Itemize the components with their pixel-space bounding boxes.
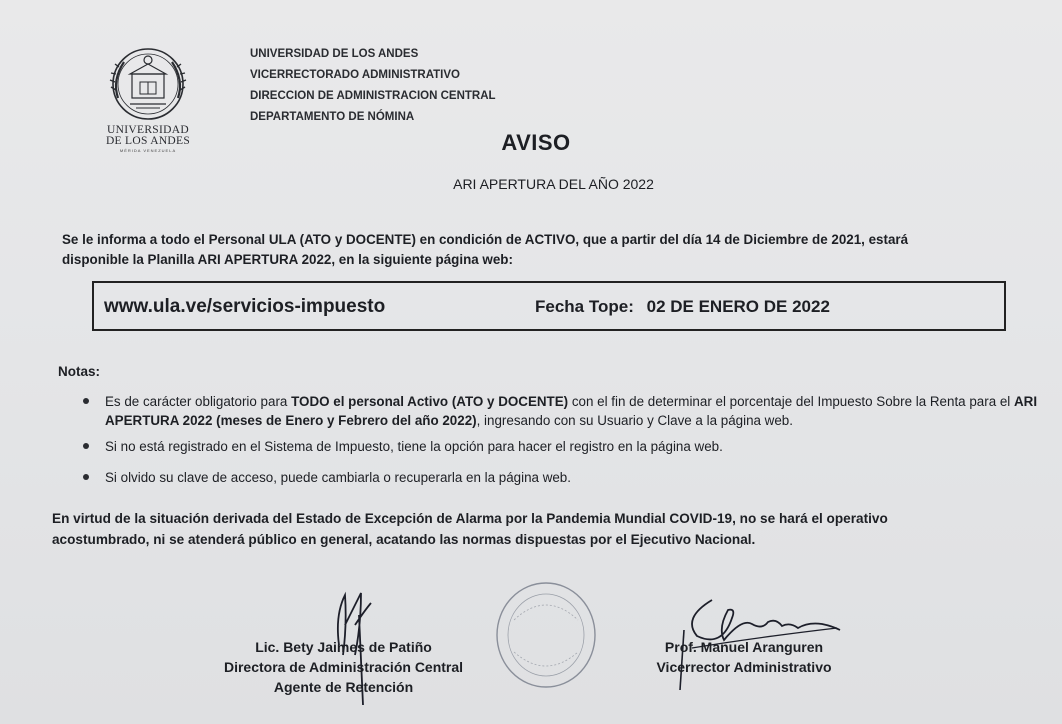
- letterhead: [250, 44, 496, 128]
- signature-block-left: [206, 637, 481, 697]
- signer-right-role: Vicerrector Administrativo: [656, 659, 832, 675]
- note-1-part-d: ARI APERTURA 2022 (meses de Enero y Febrero del año 2022): [105, 394, 1038, 428]
- note-1-part-a: Es de carácter obligatorio para: [105, 394, 292, 409]
- closing-line-2: acostumbrado, ni se atenderá público en general, acatando las normas dispuestas por el Ejecutivo Nacional.: [52, 532, 756, 547]
- notice-title: AVISO: [501, 130, 571, 155]
- closing-paragraph: [52, 508, 1056, 550]
- note-item: [80, 392, 1055, 430]
- note-item: [80, 468, 1055, 487]
- deadline-label: Fecha Tope:: [535, 297, 634, 316]
- note-1-part-c: con el fin de determinar el porcentaje del Impuesto Sobre la Renta para el: [568, 394, 1014, 409]
- signer-left-name: Lic. Bety Jaimes de Patiño: [255, 639, 432, 655]
- deadline-value: 02 DE ENERO DE 2022: [646, 297, 830, 316]
- logo-line-2: DE LOS ANDES: [105, 135, 191, 147]
- letterhead-vicerrectorado: VICERRECTORADO ADMINISTRATIVO: [250, 69, 460, 81]
- website-link[interactable]: www.ula.ve/servicios-impuesto: [104, 296, 386, 317]
- note-1-part-b: TODO el personal Activo (ATO y DOCENTE): [291, 394, 569, 409]
- bullet-icon: [83, 398, 89, 404]
- official-seal-icon: [494, 580, 599, 690]
- intro-paragraph: [62, 230, 1052, 270]
- logo-line-3: MÉRIDA VENEZUELA: [119, 148, 177, 153]
- notes-list: [80, 392, 1055, 487]
- signer-left-role-2: Agente de Retención: [273, 679, 414, 695]
- signer-left-role: Directora de Administración Central: [223, 659, 464, 675]
- notice-subtitle-wrap: [0, 176, 1062, 192]
- signer-right-name: Prof. Manuel Aranguren: [664, 639, 824, 655]
- letterhead-direccion: DIRECCION DE ADMINISTRACION CENTRAL: [250, 90, 496, 102]
- bullet-icon: [83, 474, 89, 480]
- intro-line-1: Se le informa a todo el Personal ULA (ATO y DOCENTE) en condición de ACTIVO, que a partir del día 14 de Diciembre de 2021, estará: [62, 232, 909, 247]
- letterhead-departamento: DEPARTAMENTO DE NÓMINA: [250, 111, 415, 123]
- letterhead-university: UNIVERSIDAD DE LOS ANDES: [250, 48, 419, 60]
- deadline: [535, 297, 830, 317]
- signature-block-right: [644, 637, 844, 677]
- note-item: [80, 437, 1055, 456]
- intro-line-2: disponible la Planilla ARI APERTURA 2022, en la siguiente página web:: [62, 252, 513, 267]
- website-box: [92, 281, 1006, 331]
- notice-title-wrap: [0, 130, 1062, 156]
- note-1-part-e: , ingresando con su Usuario y Clave a la página web.: [476, 413, 793, 428]
- notes-title: Notas:: [58, 364, 101, 379]
- closing-line-1: En virtud de la situación derivada del Estado de Excepción de Alarma por la Pandemia Mundial COVID-19, no se hará el operativo: [52, 511, 888, 526]
- note-3-text: Si olvido su clave de acceso, puede cambiarla o recuperarla en la página web.: [105, 470, 571, 485]
- bullet-icon: [83, 443, 89, 449]
- note-2-text: Si no está registrado en el Sistema de Impuesto, tiene la opción para hacer el registro en la página web.: [105, 439, 723, 454]
- logo-line-1: UNIVERSIDAD: [107, 124, 189, 136]
- university-crest-icon: [100, 46, 196, 122]
- notice-subtitle: ARI APERTURA DEL AÑO 2022: [453, 176, 654, 192]
